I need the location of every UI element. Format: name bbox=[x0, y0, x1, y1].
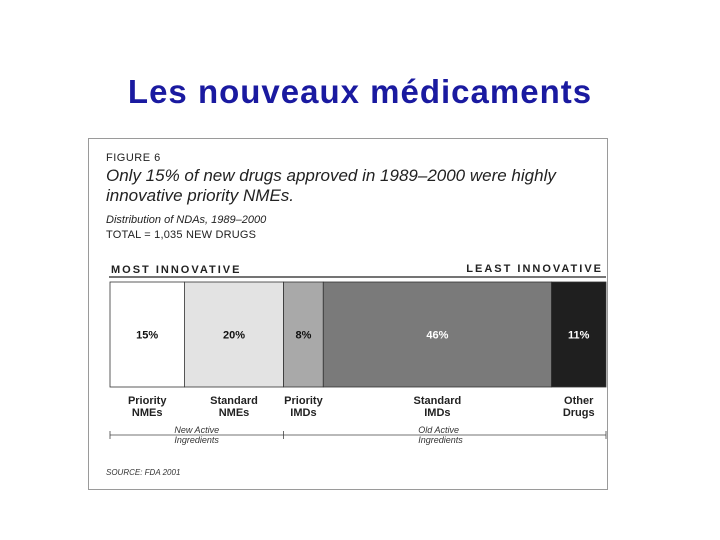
figure-label: FIGURE 6 bbox=[106, 152, 161, 164]
bar-segments bbox=[110, 282, 606, 387]
category-label-priority-nmes: Priority bbox=[127, 395, 167, 407]
figure-total: TOTAL = 1,035 NEW DRUGS bbox=[106, 229, 257, 241]
value-label-standard-nmes: 20% bbox=[222, 329, 246, 342]
group-label-old-active: Old Active bbox=[418, 425, 459, 435]
ingredient-brackets bbox=[110, 425, 606, 445]
category-label-other-drugs: Other bbox=[564, 395, 594, 407]
group-label-old-active: Ingredients bbox=[418, 435, 463, 445]
group-label-new-active: Ingredients bbox=[174, 435, 219, 445]
slide-title: Les nouveaux médicaments bbox=[127, 73, 593, 110]
group-label-new-active: New Active bbox=[174, 425, 220, 435]
category-label-other-drugs: Drugs bbox=[562, 407, 595, 419]
source-note: SOURCE: FDA 2001 bbox=[106, 468, 181, 477]
category-label-standard-imds: IMDs bbox=[424, 407, 451, 419]
value-label-other-drugs: 11% bbox=[568, 329, 590, 342]
stacked-bar-chart bbox=[89, 139, 607, 489]
value-label-standard-imds: 46% bbox=[426, 329, 449, 342]
category-labels bbox=[128, 395, 595, 419]
category-label-standard-nmes: Standard bbox=[210, 395, 258, 407]
least-innovative-label: LEAST INNOVATIVE bbox=[466, 263, 603, 275]
figure-title: Only 15% of new drugs approved in 1989–2000 were highly innovative priority NMEs. bbox=[106, 166, 556, 205]
figure-panel bbox=[88, 138, 608, 490]
value-label-priority-imds: 8% bbox=[295, 329, 312, 342]
category-label-priority-imds: IMDs bbox=[290, 407, 317, 419]
category-label-priority-nmes: NMEs bbox=[131, 407, 163, 419]
category-label-priority-imds: Priority bbox=[284, 395, 323, 407]
figure-subtitle: Distribution of NDAs, 1989–2000 bbox=[106, 214, 267, 226]
value-label-priority-nmes: 15% bbox=[136, 329, 159, 342]
category-label-standard-imds: Standard bbox=[413, 395, 462, 407]
most-innovative-label: MOST INNOVATIVE bbox=[111, 264, 242, 276]
category-label-standard-nmes: NMEs bbox=[218, 407, 250, 419]
